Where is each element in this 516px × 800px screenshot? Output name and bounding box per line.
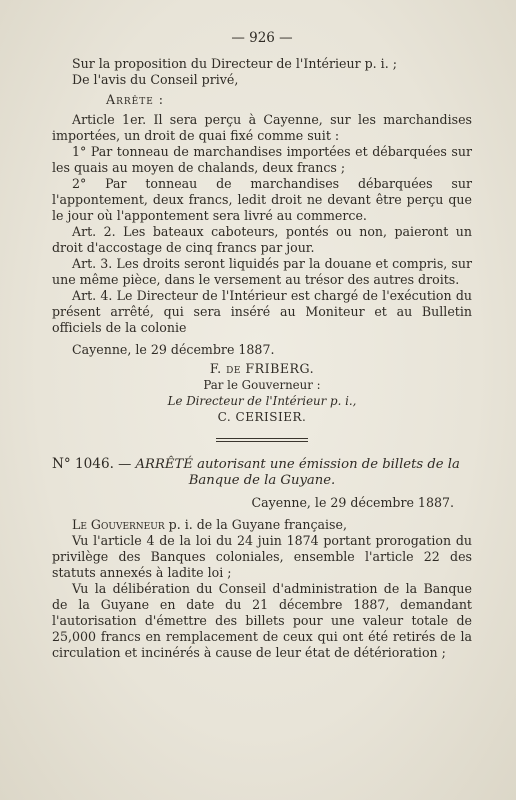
decree-opening-lead: Le Gouverneur: [72, 517, 165, 532]
arrete-label: Arrête :: [106, 92, 165, 107]
article-paragraph: Art. 2. Les bateaux caboteurs, pontés ou non, paieront un droit d'accostage de cinq francs par jour.: [52, 224, 472, 255]
intro-line: De l'avis du Conseil privé,: [72, 72, 239, 87]
consideration-paragraph: Vu la délibération du Conseil d'administration de la Banque de la Guyane en date du 21 décembre 1887, demandant l'autorisation d'émettre des billets pour une valeur totale de 25,000 francs en remplacement de ceux qui ont été retirés de la circulation et incinérés à cause de leur état de détérioration ;: [52, 581, 472, 660]
section-divider: [216, 438, 308, 442]
article-paragraph: Art. 4. Le Directeur de l'Intérieur est chargé de l'exécution du présent arrêté, qui sera inséré au Moniteur et au Bulletin officiels de la colonie: [52, 288, 472, 335]
intro-line: Sur la proposition du Directeur de l'Intérieur p. i. ;: [72, 56, 397, 71]
decree-title: — ARRÊTÉ autorisant une émission de billets de la: [118, 457, 460, 472]
decree-title-continued: Banque de la Guyane.: [188, 473, 336, 488]
countersigner-name: C. CERISIER.: [217, 410, 307, 424]
decree-place-date: Cayenne, le 29 décembre 1887.: [251, 495, 454, 510]
signature-role: Le Directeur de l'Intérieur p. i.,: [167, 394, 357, 408]
article-paragraph: Article 1er. Il sera perçu à Cayenne, sur les marchandises importées, un droit de quai fixé comme suit :: [52, 112, 472, 143]
decree-number: N° 1046.: [52, 456, 114, 472]
article-paragraph: 2° Par tonneau de marchandises débarquées sur l'appontement, deux francs, ledit droit ne devant être perçu que le jour où l'appontement sera livré au commerce.: [52, 176, 472, 223]
consideration-paragraph: Vu l'article 4 de la loi du 24 juin 1874 portant prorogation du privilège des Banques coloniales, ensemble l'article 22 des statuts annexés à ladite loi ;: [52, 533, 472, 580]
page-number: — 926 —: [231, 30, 293, 46]
decree-opening-rest: p. i. de la Guyane française,: [164, 517, 347, 532]
signature-block: [52, 361, 472, 425]
signature-place-date: Cayenne, le 29 décembre 1887.: [72, 342, 275, 357]
article-paragraph: 1° Par tonneau de marchandises importées et débarquées sur les quais au moyen de chalands, deux francs ;: [52, 144, 472, 175]
article-paragraph: Art. 3. Les droits seront liquidés par la douane et compris, sur une même pièce, dans le versement au trésor des autres droits.: [52, 256, 472, 287]
decree-heading: [52, 456, 472, 489]
signer-name: F. de FRIBERG.: [209, 361, 315, 376]
signature-by-line: Par le Gouverneur :: [203, 378, 321, 392]
text-body: [52, 30, 472, 661]
decree-opening: [52, 517, 472, 533]
